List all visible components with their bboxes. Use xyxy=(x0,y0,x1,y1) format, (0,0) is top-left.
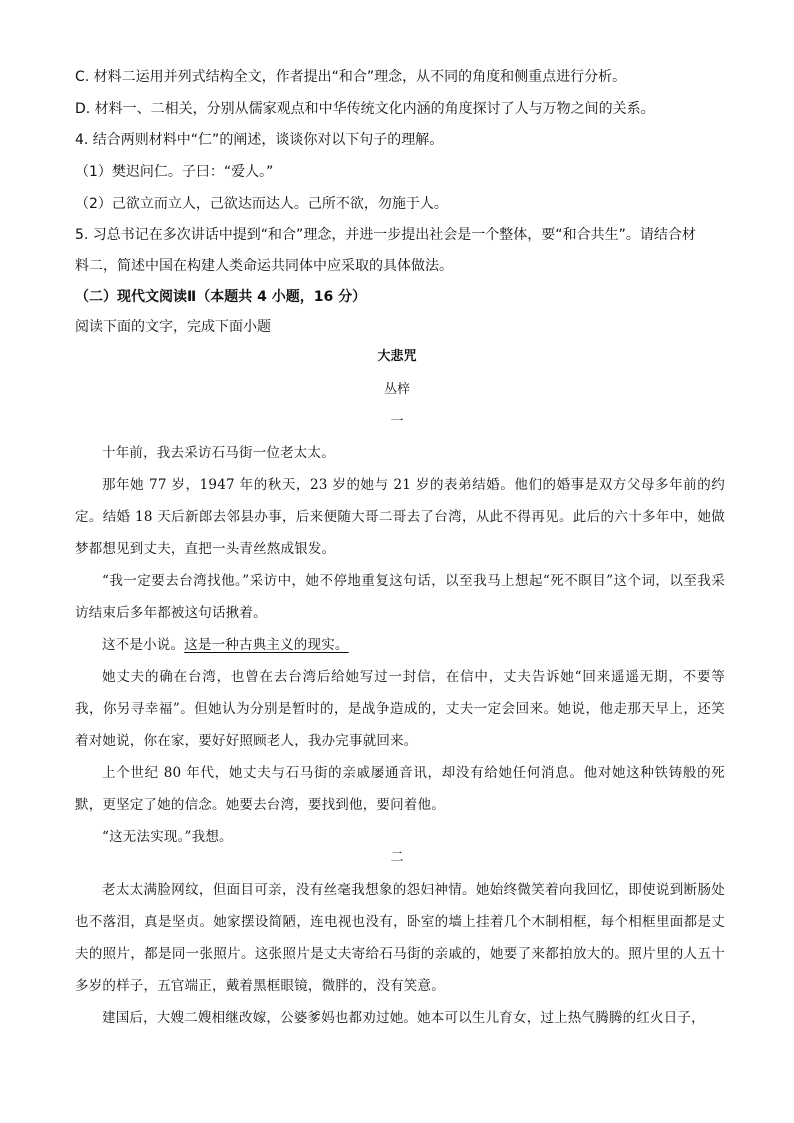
paragraph: 那年她 77 岁，1947 年的秋天，23 岁的她与 21 岁的表弟结婚。他们的婚事是双方父母多年前的约定。结婚 18 天后新郎去邻县办事，后来便随大哥二哥去了台湾，从此不得再见。此后的六十多年中，她做梦都想见到丈夫，直把一头青丝熬成银发。 xyxy=(75,477,725,557)
option-d: D. 材料一、二相关，分别从儒家观点和中华传统文化内涵的角度探讨了人与万物之间的关系。 xyxy=(75,101,655,117)
question-4-item-1: （1）樊迟问仁。子曰：“爱人。” xyxy=(75,164,274,180)
question-5-line-2: 料二，简述中国在构建人类命运共同体中应采取的具体做法。 xyxy=(75,258,453,274)
paragraph xyxy=(75,629,725,661)
paragraph: 十年前，我去采访石马街一位老太太。 xyxy=(102,445,335,461)
part-2-marker: 二 xyxy=(390,850,404,865)
paragraph: “这无法实现。”我想。 xyxy=(102,829,233,845)
story-title: 大悲咒 xyxy=(377,349,417,364)
paragraph: 建国后，大嫂二嫂相继改嫁，公婆爹妈也都劝过她。她本可以生儿育女，过上热气腾腾的红火日子， xyxy=(102,1010,705,1026)
paragraph: 上个世纪 80 年代，她丈夫与石马街的亲戚屡通音讯，却没有给她任何消息。他对她这种铁铸般的死默，更坚定了她的信念。她要去台湾，要找到他，要问着他。 xyxy=(75,765,725,813)
paragraph: 她丈夫的确在台湾，也曾在去台湾后给她写过一封信，在信中，丈夫告诉她“回来遥遥无期，不要等我，你另寻幸福”。但她认为分别是暂时的，是战争造成的，丈夫一定会回来。她说，他走那天早上，还笑着对她说，你在家，要好好照顾老人，我办完事就回来。 xyxy=(75,669,725,749)
story-part-1 xyxy=(75,437,725,853)
section-instruction: 阅读下面的文字，完成下面小题 xyxy=(75,319,271,335)
paragraph: 老太太满脸网纹，但面目可亲，没有丝毫我想象的怨妇神情。她始终微笑着向我回忆，即使说到断肠处也不落泪，真是坚贞。她家摆设简陋，连电视也没有，卧室的墙上挂着几个木制相框，每个相框里面都是丈夫的照片，都是同一张照片。这张照片是丈夫寄给石马街的亲戚的，她要了来都拍放大的。照片里的人五十多岁的样子，五官端正，戴着黑框眼镜，微胖的，没有笑意。 xyxy=(75,882,725,994)
paragraph: “我一定要去台湾找他。”采访中，她不停地重复这句话，以至我马上想起“死不瞑目”这个词，以至我采访结束后多年都被这句话揪着。 xyxy=(75,573,725,621)
underlined-sentence: 这是一种古典主义的现实。 xyxy=(184,637,349,653)
question-4-item-2: （2）己欲立而立人，己欲达而达人。己所不欲，勿施于人。 xyxy=(75,196,448,212)
option-c: C. 材料二运用并列式结构全文，作者提出“和合”理念，从不同的角度和侧重点进行分析。 xyxy=(75,69,627,85)
story-part-2 xyxy=(75,874,725,1034)
section-heading: （二）现代文阅读Ⅱ（本题共 4 小题，16 分） xyxy=(75,289,367,305)
story-author: 丛梓 xyxy=(383,382,410,397)
question-4-stem: 4. 结合两则材料中“仁”的阐述，谈谈你对以下句子的理解。 xyxy=(75,132,444,148)
question-5-line-1: 5. 习总书记在多次讲话中提到“和合”理念，并进一步提出社会是一个整体，要“和合共生”。请结合材 xyxy=(75,227,696,243)
paragraph-text: 这不是小说。 xyxy=(102,637,185,653)
part-1-marker: 一 xyxy=(390,414,404,429)
